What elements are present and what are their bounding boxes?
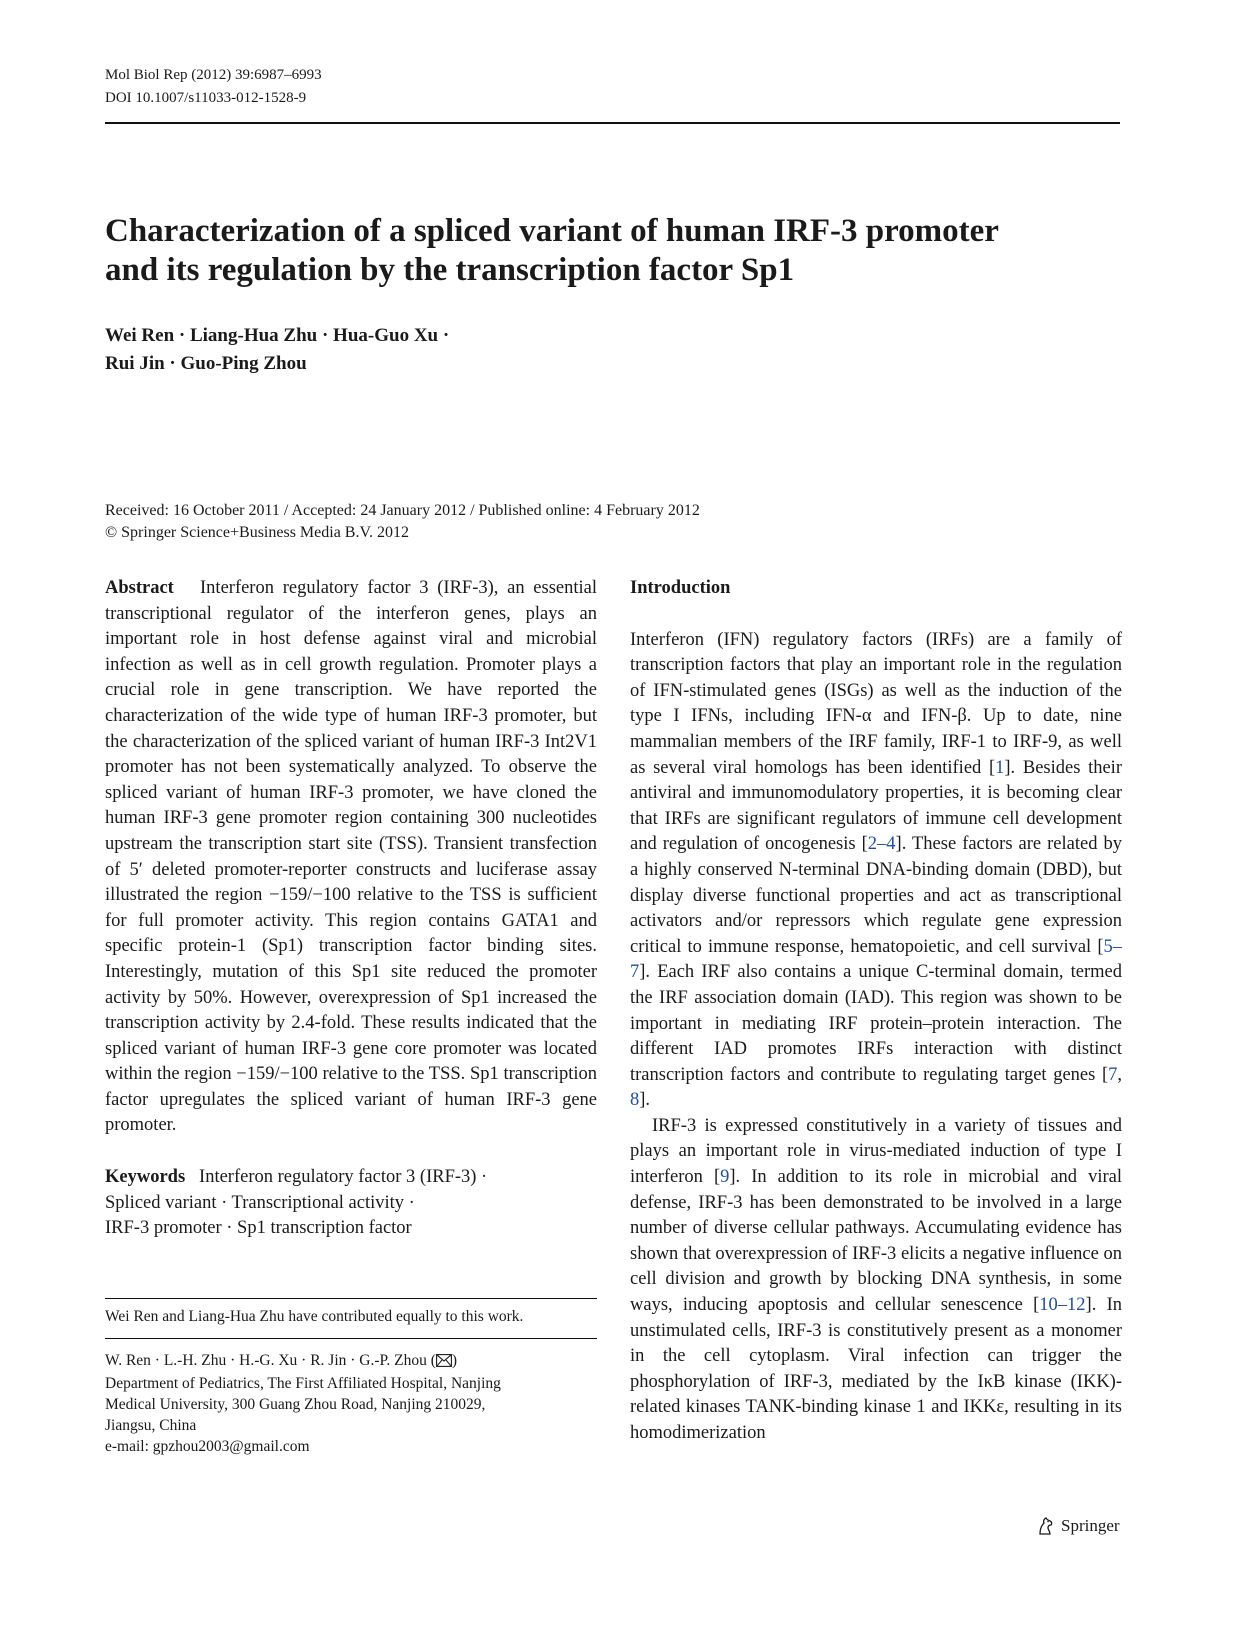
article-title	[105, 212, 1105, 290]
ref-link[interactable]: 9	[720, 1167, 730, 1188]
p1-text-e: ].	[639, 1090, 651, 1111]
author-list	[105, 322, 449, 378]
journal-header	[105, 64, 322, 110]
ref-link[interactable]: 1	[995, 757, 1005, 778]
p2-text-c: ]. In unstimulated cells, IRF-3 is constitutively present as a monomer in the cell cytoplasm. Viral infection can trigger the phosphorylation of IRF-3, mediated by the IκB kinase (IKK)-related kinases TANK-binding kinase 1 and IKKε, resulting in its homodimerization	[630, 1295, 1122, 1443]
p2-text-b: ]. In addition to its role in microbial and viral defense, IRF-3 has been demonstrated to be involved in a large number of diverse cellular pathways. Accumulating evidence has shown that overexpression of IRF-3 elicits a negative influence on cell division and growth by blocking DNA synthesis, in some ways, inducing apoptosis and cellular senescence [	[630, 1167, 1122, 1316]
affiliation-line-4: Jiangsu, China	[105, 1417, 197, 1434]
introduction-heading: Introduction	[630, 578, 731, 598]
publication-dates	[105, 500, 700, 544]
header-rule	[105, 122, 1120, 124]
abstract	[105, 576, 597, 1139]
ref-link[interactable]: 7	[1108, 1064, 1118, 1085]
doi: DOI 10.1007/s11033-012-1528-9	[105, 90, 307, 106]
keywords	[105, 1165, 597, 1242]
affiliation-close-paren: )	[451, 1352, 458, 1369]
right-column	[630, 576, 1122, 1447]
p2-text-a: IRF-3 is expressed constitutively in a variety of tissues and plays an important role in virus-mediated induction of type I interferon [	[630, 1115, 1122, 1188]
p1-ref-separator: ,	[1117, 1064, 1122, 1085]
left-column	[105, 576, 597, 1242]
ref-link[interactable]: 5–7	[630, 936, 1122, 983]
copyright-line: © Springer Science+Business Media B.V. 2012	[105, 524, 409, 541]
abstract-text: Interferon regulatory factor 3 (IRF-3), an essential transcriptional regulator of the interferon genes, plays an important role in host defense against viral and microbial infection as well as in cell growth regulation. Promoter plays a crucial role in gene transcription. We have reported the characterization of the wide type of human IRF-3 promoter, but the characterization of the spliced variant of human IRF-3 Int2V1 promoter has not been systematically analyzed. To observe the spliced variant of human IRF-3 promoter, we have cloned the human IRF-3 gene promoter region containing 300 nucleotides upstream the transcription start site (TSS). Transient transfection of 5′ deleted promoter-reporter constructs and luciferase assay illustrated the region −159/−100 relative to the TSS is sufficient for full promoter activity. This region contains GATA1 and specific protein-1 (Sp1) transcription factor binding sites. Interestingly, mutation of this Sp1 site reduced the promoter activity by 50%. However, overexpression of Sp1 increased the transcription activity by 2.4-fold. These results indicated that the spliced variant of human IRF-3 gene core promoter was located within the region −159/−100 relative to the TSS. Sp1 transcription factor upregulates the spliced variant of human IRF-3 gene promoter.	[105, 578, 598, 1136]
ref-link[interactable]: 8	[630, 1090, 640, 1111]
authors-line-2: Rui Jin · Guo-Ping Zhou	[105, 353, 307, 374]
publisher-logo	[1035, 1515, 1120, 1537]
p1-text-a: Interferon (IFN) regulatory factors (IRFs) are a family of transcription factors that play an important role in the regulation of IFN-stimulated genes (ISGs) as well as the induction of the type I IFNs, including IFN-α and IFN-β. Up to date, nine mammalian members of the IRF family, IRF-1 to IRF-9, as well as several viral homologs has been identified [	[630, 629, 1122, 778]
intro-paragraph-2	[630, 1114, 1122, 1447]
affiliation-block	[105, 1350, 597, 1457]
keywords-label: Keywords	[105, 1167, 186, 1188]
footnote-rule-bottom	[105, 1338, 597, 1339]
affiliation-authors	[105, 1350, 597, 1373]
journal-citation: Mol Biol Rep (2012) 39:6987–6993	[105, 67, 322, 83]
ref-link[interactable]: 10–12	[1039, 1295, 1086, 1316]
email-link[interactable]: e-mail: gpzhou2003@gmail.com	[105, 1438, 310, 1455]
p1-text-d: ]. Each IRF also contains a unique C-terminal domain, termed the IRF association domain (IAD). This region was shown to be important in mediating IRF protein–protein interaction. The different IAD promotes IRFs interaction with distinct transcription factors and contribute to regulating target genes [	[630, 962, 1122, 1085]
authors-line-1: Wei Ren · Liang-Hua Zhu · Hua-Guo Xu ·	[105, 325, 450, 346]
contribution-note: Wei Ren and Liang-Hua Zhu have contributed equally to this work.	[105, 1308, 524, 1325]
affiliation-line-3: Medical University, 300 Guang Zhou Road, Nanjing 210029,	[105, 1396, 486, 1413]
intro-paragraph-1	[630, 628, 1122, 1114]
p1-text-c: ]. These factors are related by a highly conserved N-terminal DNA-binding domain (DBD), but display diverse functional properties and act as transcriptional activators and/or repressors which regulate gene expression critical to immune response, hematopoietic, and cell survival [	[630, 834, 1122, 957]
envelope-icon[interactable]	[436, 1352, 452, 1373]
affiliation-line-2: Department of Pediatrics, The First Affiliated Hospital, Nanjing	[105, 1375, 501, 1392]
springer-horse-icon	[1035, 1516, 1055, 1536]
abstract-label: Abstract	[105, 578, 174, 598]
title-line-1: Characterization of a spliced variant of human IRF-3 promoter	[105, 213, 999, 249]
p1-text-b: ]. Besides their antiviral and immunomodulatory properties, it is becoming clear that IRFs are significant regulators of immune cell development and regulation of oncogenesis [	[630, 757, 1122, 855]
title-line-2: and its regulation by the transcription factor Sp1	[105, 252, 795, 288]
publisher-name: Springer	[1061, 1516, 1120, 1535]
ref-link[interactable]: 2–4	[867, 834, 896, 855]
keywords-line-1: Interferon regulatory factor 3 (IRF-3) ·	[199, 1167, 488, 1188]
footnote-rule-top	[105, 1298, 597, 1299]
keywords-line-3: IRF-3 promoter · Sp1 transcription factor	[105, 1218, 412, 1239]
affiliation-authors-text: W. Ren · L.-H. Zhu · H.-G. Xu · R. Jin · G.-P. Zhou (	[105, 1352, 436, 1369]
dates-line: Received: 16 October 2011 / Accepted: 24 January 2012 / Published online: 4 February 2012	[105, 502, 700, 519]
keywords-line-2: Spliced variant · Transcriptional activity ·	[105, 1192, 415, 1213]
